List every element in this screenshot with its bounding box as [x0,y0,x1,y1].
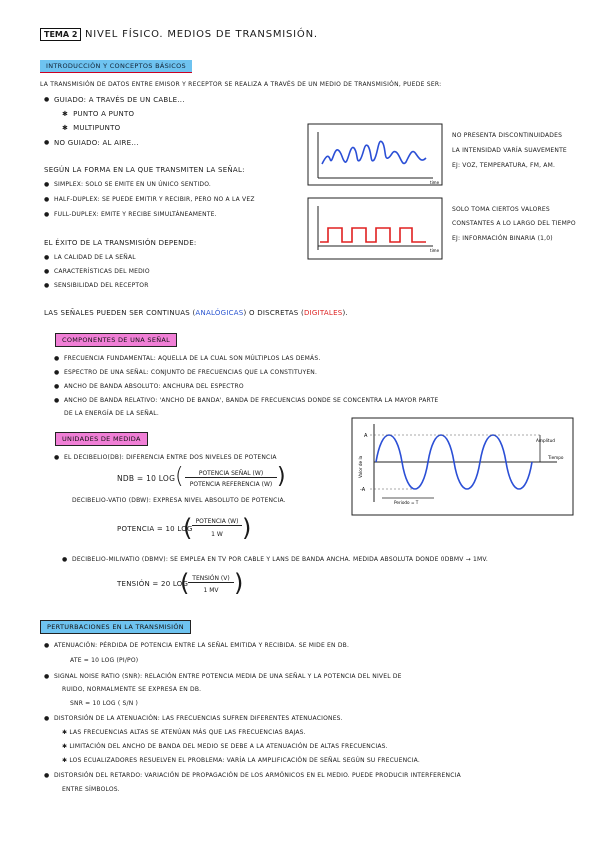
paren-close: ) [277,464,286,489]
neg-a-label: -A [360,487,366,493]
signals-sentence [44,309,348,317]
list-item: ● SENSIBILIDAD DEL RECEPTOR [54,282,149,289]
list-item-continued: DE LA ENERGÍA DE LA SEÑAL. [64,410,159,417]
pot-formula: POTENCIA = 10 LOG [117,525,193,533]
sub-item: ✱ LIMITACIÓN DEL ANCHO DE BANDA DEL MEDIO SE DEBE A LA ATENUACIÓN DE ALTAS FRECUENCIAS. [62,743,388,750]
section-heading-units: UNIDADES DE MEDIDA [55,432,148,446]
list-item-continued: RUIDO, NORMALMENTE SE EXPRESA EN DB. [62,686,202,693]
list-item: ● SIGNAL NOISE RATIO (SNR): RELACIÓN ENTRE POTENCIA MEDIA DE UNA SEÑAL Y LA POTENCIA DEL NIVEL DE [54,673,402,680]
ten-denominator: 1 MV [203,587,219,594]
sub-item-label: LIMITACIÓN DEL ANCHO DE BANDA DEL MEDIO SE DEBE A LA ATENUACIÓN DE ALTAS FRECUENCIAS. [69,743,388,750]
list-item: ● LA CALIDAD DE LA SEÑAL [54,254,136,261]
analog-signal-line [322,141,426,164]
list-item: ● ATENUACIÓN: PÉRDIDA DE POTENCIA ENTRE LA SEÑAL EMITIDA Y RECIBIDA. SE MIDE EN DB. [54,642,349,649]
paren-close: ) [234,569,244,597]
time-label: Tiempo [548,455,564,460]
list-item-label: PUNTO A PUNTO [73,110,135,118]
list-item: ● ANCHO DE BANDA RELATIVO: 'ANCHO DE BANDA', BANDA DE FRECUENCIAS DONDE SE CONCENTRA LA MAYOR PARTE [64,397,438,404]
list-item-label: MULTIPUNTO [73,124,121,132]
digital-desc-1: SOLO TOMA CIERTOS VALORES [452,206,550,213]
y-axis-label: Valor de la [358,455,363,478]
list-item: ● NO GUIADO: AL AIRE... [54,139,139,147]
pot-numerator: POTENCIA (W) [192,518,242,526]
amplitude-label: Amplitud [536,438,555,443]
section-heading-intro: INTRODUCCIÓN Y CONCEPTOS BÁSICOS [40,60,192,73]
digital-signal-line [320,228,426,242]
sub-item-label: LAS FRECUENCIAS ALTAS SE ATENÚAN MÁS QUE LAS FRECUENCIAS BAJAS. [69,729,306,736]
list-item-continued: ENTRE SÍMBOLOS. [62,786,120,793]
ndb-denominator: POTENCIA REFERENCIA (W) [189,481,273,488]
list-item: ● ANCHO DE BANDA ABSOLUTO: ANCHURA DEL ESPECTRO [64,383,244,390]
a-label: A [364,433,368,439]
sine-wave-figure [352,418,574,516]
list-item: ● HALF-DUPLEX: SE PUEDE EMITIR Y RECIBIR, PERO NO A LA VEZ [54,196,255,203]
paren-open: ( [180,569,190,597]
signals-text-b: ) O DISCRETAS ( [243,309,304,317]
figure-frame [352,418,573,515]
tension-formula: TENSIÓN = 20 LOG [117,580,189,588]
sub-item: ✱ LAS FRECUENCIAS ALTAS SE ATENÚAN MÁS QUE LAS FRECUENCIAS BAJAS. [62,729,306,736]
period-label: Periodo = T [394,500,419,505]
dbmv-item: ● DECIBELIO-MILIVATIO (DBMV): SE EMPLEA EN TV POR CABLE Y LANS DE BANDA ANCHA. MEDIDA ABSOLUTA DONDE 0DBMV → 1MV. [72,556,488,563]
figure-frame [308,124,442,185]
list-item: ● DISTORSIÓN DE LA ATENUACIÓN: LAS FRECUENCIAS SUFREN DIFERENTES ATENUACIONES. [54,715,343,722]
list-item: ● DISTORSIÓN DEL RETARDO: VARIACIÓN DE PROPAGACIÓN DE LOS ARMÓNICOS EN EL MEDIO. PUEDE PRODUCIR INTERFERENCIA [54,772,461,779]
paren-open: ( [183,514,193,542]
list-item: ● CARACTERÍSTICAS DEL MEDIO [54,268,150,275]
list-item: ● FRECUENCIA FUNDAMENTAL: AQUELLA DE LA CUAL SON MÚLTIPLOS LAS DEMÁS. [64,355,320,362]
paren-open: ( [175,464,184,489]
time-axis-label: time [430,248,440,253]
list-item: ● FULL-DUPLEX: EMITE Y RECIBE SIMULTÁNEAMENTE. [54,211,217,218]
digital-desc-3: EJ: INFORMACIÓN BINARIA (1,0) [452,235,553,242]
page-title: NIVEL FÍSICO. MEDIOS DE TRANSMISIÓN. [85,29,318,40]
list-item: ● ESPECTRO DE UNA SEÑAL: CONJUNTO DE FRECUENCIAS QUE LA CONSTITUYEN. [64,369,317,376]
analog-desc-3: EJ: VOZ, TEMPERATURA, FM, AM. [452,162,556,169]
signals-text-a: LAS SEÑALES PUEDEN SER CONTINUAS ( [44,309,196,317]
intro-line: LA TRANSMISIÓN DE DATOS ENTRE EMISOR Y RECEPTOR SE REALIZA A TRAVÉS DE UN MEDIO DE TRANSMISIÓN, PUEDE SER: [40,81,442,88]
topic-badge: TEMA 2 [40,28,81,41]
list-item: ● EL DECIBELIO(DB): DIFERENCIA ENTRE DOS NIVELES DE POTENCIA [64,454,277,461]
signals-text-c: ). [342,309,348,317]
list-item: ✱ PUNTO A PUNTO [62,110,135,118]
list-item: ● GUIADO: A TRAVÉS DE UN CABLE... [54,96,185,104]
pot-denominator: 1 W [211,531,223,538]
snr-formula: SNR = 10 LOG ( S/N ) [70,700,139,707]
analog-desc-1: NO PRESENTA DISCONTINUIDADES [452,132,563,139]
digital-desc-2: CONSTANTES A LO LARGO DEL TIEMPO [452,220,576,227]
analog-word: ANALÓGICAS [195,309,244,317]
ndb-formula: NDB = 10 LOG [117,474,176,483]
digital-word: DIGITALES [303,309,343,317]
paragraph: SEGÚN LA FORMA EN LA QUE TRANSMITEN LA SEÑAL: [44,166,245,174]
analog-signal-figure [308,124,443,186]
time-axis-label: time [430,180,440,185]
ten-numerator: TENSIÓN (V) [188,575,234,583]
analog-desc-2: LA INTENSIDAD VARÍA SUAVEMENTE [452,147,567,154]
list-item: ✱ MULTIPUNTO [62,124,121,132]
list-item: ● SIMPLEX: SOLO SE EMITE EN UN ÚNICO SENTIDO. [54,181,211,188]
ndb-numerator: POTENCIA SEÑAL (W) [185,470,277,478]
sub-item: ✱ LOS ECUALIZADORES RESUELVEN EL PROBLEMA: VARÍA LA AMPLIFICACIÓN DE SEÑAL SEGÚN SU FRECUENCIA. [62,757,420,764]
section-heading-perturbations: PERTURBACIONES EN LA TRANSMISIÓN [40,620,191,634]
paren-close: ) [242,514,252,542]
attenuation-formula: ATE = 10 LOG (PI/PO) [70,657,139,664]
dbw-item: DECIBELIO-VATIO (DBW): EXPRESA NIVEL ABSOLUTO DE POTENCIA. [72,497,286,504]
paragraph: EL ÉXITO DE LA TRANSMISIÓN DEPENDE: [44,239,197,247]
section-heading-components: COMPONENTES DE UNA SEÑAL [55,333,177,347]
digital-signal-figure [308,198,443,260]
sub-item-label: LOS ECUALIZADORES RESUELVEN EL PROBLEMA: VARÍA LA AMPLIFICACIÓN DE SEÑAL SEGÚN SU FRECUENCIA. [69,757,420,764]
